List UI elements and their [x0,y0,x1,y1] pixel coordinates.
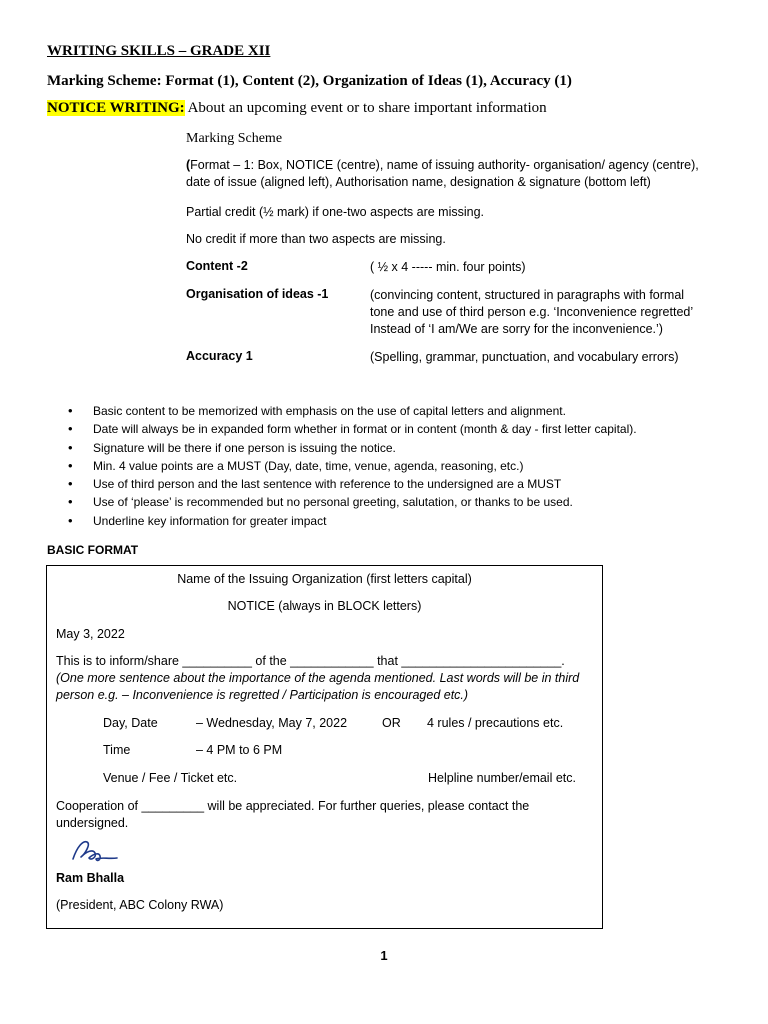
list-item: • Date will always be in expanded form whether in format or in content (month & day - first letter capital). [62,420,637,438]
day-date-value: – Wednesday, May 7, 2022 [196,716,348,730]
day-date-label: Day, Date [103,716,158,730]
notice-format-box [46,565,603,929]
list-item: • Signature will be there if one person is issuing the notice. [62,439,637,457]
no-credit-note: No credit if more than two aspects are missing. [186,232,446,246]
signatory-designation: (President, ABC Colony RWA) [56,898,224,912]
format-open-paren: ( [186,158,191,172]
inform-sentence: This is to inform/share __________ of the ____________ that _______________________. [56,654,565,668]
accuracy-criterion-label: Accuracy 1 [186,349,253,363]
notice-date: May 3, 2022 [56,627,125,641]
signatory-name: Ram Bhalla [56,871,125,885]
list-item: • Use of ‘please’ is recommended but no personal greeting, salutation, or thanks to be used. [62,493,637,511]
content-criterion-label: Content -2 [186,259,248,273]
organisation-value-line: Instead of ‘I am/We are sorry for the inconvenience.’) [370,322,663,336]
signature-icon [69,837,121,867]
helpline-label: Helpline number/email etc. [428,771,576,785]
or-label: OR [382,716,401,730]
marking-scheme-summary: Marking Scheme: Format (1), Content (2), Organization of Ideas (1), Accuracy (1) [47,73,572,89]
organisation-criterion-label: Organisation of ideas -1 [186,287,329,301]
issuing-organization: Name of the Issuing Organization (first letters capital) [177,572,472,586]
accuracy-criterion-value: (Spelling, grammar, punctuation, and vocabulary errors) [370,350,679,364]
partial-credit-note: Partial credit (½ mark) if one-two aspects are missing. [186,205,485,219]
basic-format-heading: BASIC FORMAT [47,543,139,557]
list-item: • Underline key information for greater impact [62,512,637,530]
organisation-value-line: (convincing content, structured in paragraphs with formal [370,288,685,302]
notice-writing-description: About an upcoming event or to share important information [184,100,547,116]
guidelines-list [62,402,637,530]
format-description: Box, NOTICE (centre), name of issuing authority- organisation/ agency (centre), date of issue (aligned left), Authorisation name, designation & signature (bottom left) [186,158,699,189]
format-criteria [186,157,726,191]
notice-writing-label: NOTICE WRITING: [47,100,185,116]
time-label: Time [103,743,131,757]
rules-label: 4 rules / precautions etc. [427,716,564,730]
time-value: – 4 PM to 6 PM [196,743,283,757]
content-criterion-value: ( ½ x 4 ----- min. four points) [370,260,526,274]
organisation-criterion-value [370,287,693,338]
page-number: 1 [380,948,388,963]
list-item: • Min. 4 value points are a MUST (Day, date, time, venue, agenda, reasoning, etc.) [62,457,637,475]
organisation-value-line: tone and use of third person e.g. ‘Inconvenience regretted’ [370,305,694,319]
notice-writing-line [47,100,547,117]
cooperation-sentence: Cooperation of _________ will be appreciated. For further queries, please contact the undersigned. [56,799,530,830]
format-label: Format – 1: [190,158,255,172]
marking-scheme-heading: Marking Scheme [186,131,283,146]
venue-label: Venue / Fee / Ticket etc. [103,771,238,785]
list-item: • Basic content to be memorized with emphasis on the use of capital letters and alignment. [62,402,637,420]
list-item: • Use of third person and the last sentence with reference to the undersigned are a MUST [62,475,637,493]
italic-note: (One more sentence about the importance of the agenda mentioned. Last words will be in third person e.g. – Inconvenience is regretted / Participation is encouraged etc.) [56,671,580,702]
notice-heading: NOTICE (always in BLOCK letters) [227,599,422,613]
page-title: WRITING SKILLS – GRADE XII [47,43,271,59]
